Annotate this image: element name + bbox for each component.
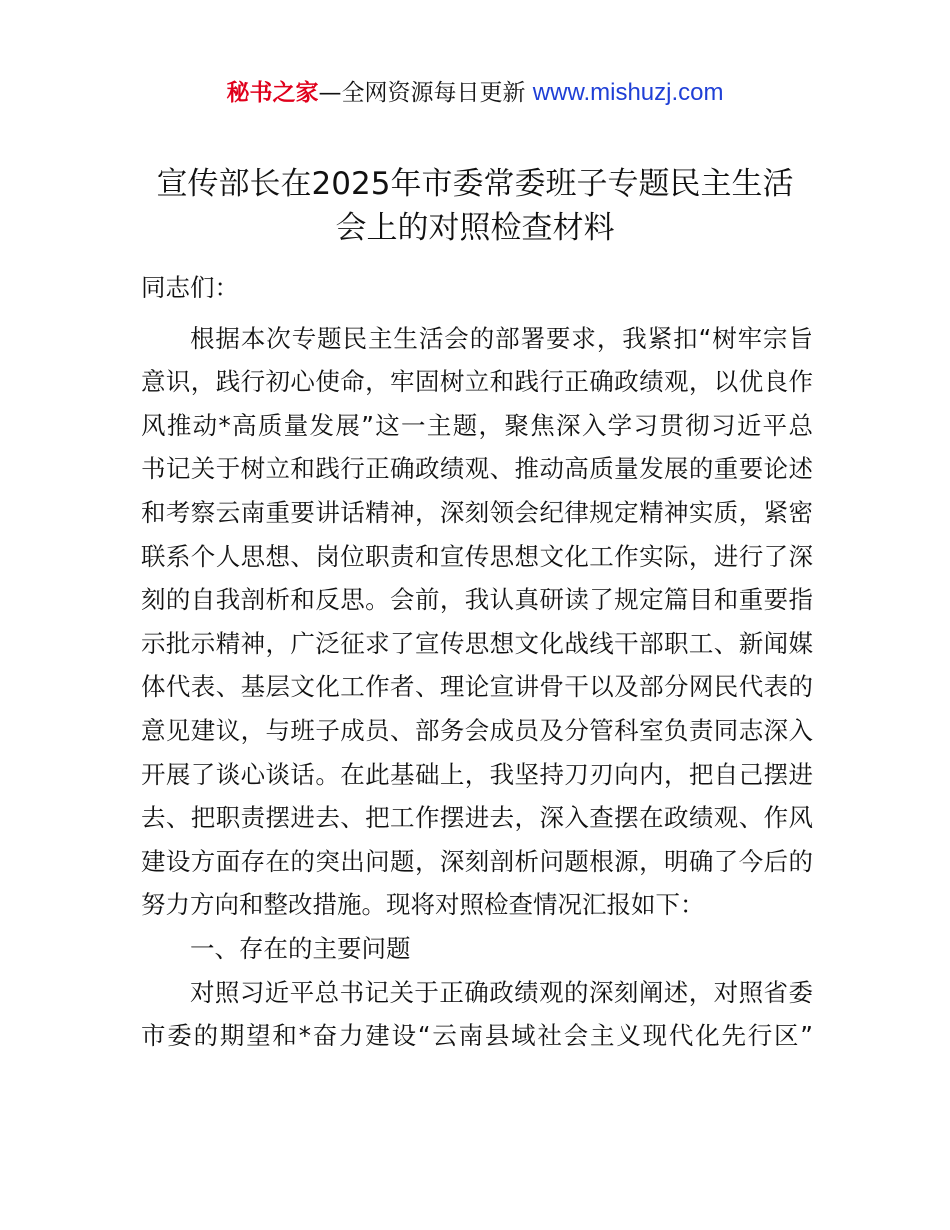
paragraph-line: 根据本次专题民主生活会的部署要求，我紧扣“树牢宗旨 (190, 323, 813, 353)
paragraph-line: 建设方面存在的突出问题，深刻剖析问题根源，明确了今后的 (141, 846, 813, 876)
brand-name: 秘书之家 (226, 80, 319, 106)
title-line-1: 宣传部长在2025年市委常委班子专题民主生活 (156, 166, 794, 202)
paragraph-line: 和考察云南重要讲话精神，深刻领会纪律规定精神实质，紧密 (141, 497, 813, 527)
title-line-2: 会上的对照检查材料 (335, 210, 615, 246)
header-tagline: —全网资源每日更新 (318, 80, 533, 106)
paragraph-line: 示批示精神，广泛征求了宣传思想文化战线干部职工、新闻媒 (141, 628, 813, 658)
salutation: 同志们： (141, 273, 239, 302)
paragraph-line: 努力方向和整改措施。现将对照检查情况汇报如下： (141, 890, 705, 920)
paragraph-line: 去、把职责摆进去、把工作摆进去，深入查摆在政绩观、作风 (141, 803, 813, 833)
section-heading: 一、存在的主要问题 (190, 933, 411, 963)
paragraph-line: 对照习近平总书记关于正确政绩观的深刻阐述，对照省委 (190, 977, 813, 1007)
paragraph-line: 意见建议，与班子成员、部务会成员及分管科室负责同志深入 (141, 715, 813, 745)
site-url-link[interactable]: www.mishuzj.com (532, 79, 724, 106)
site-header (0, 78, 950, 108)
document-title (120, 162, 830, 250)
paragraph-line: 市委的期望和*奋力建设“云南县域社会主义现代化先行区” (141, 1021, 813, 1051)
paragraph-line: 意识，践行初心使命，牢固树立和践行正确政绩观，以优良作 (141, 367, 813, 397)
paragraph-line: 风推动*高质量发展”这一主题，聚焦深入学习贯彻习近平总 (141, 410, 813, 440)
document-body (141, 266, 813, 1058)
paragraph-2 (141, 971, 813, 1058)
paragraph-1 (141, 317, 813, 927)
paragraph-line: 刻的自我剖析和反思。会前，我认真研读了规定篇目和重要指 (141, 585, 813, 615)
paragraph-line: 联系个人思想、岗位职责和宣传思想文化工作实际，进行了深 (141, 541, 813, 571)
paragraph-line: 书记关于树立和践行正确政绩观、推动高质量发展的重要论述 (141, 454, 813, 484)
paragraph-line: 开展了谈心谈话。在此基础上，我坚持刀刃向内，把自己摆进 (141, 759, 813, 789)
paragraph-line: 体代表、基层文化工作者、理论宣讲骨干以及部分网民代表的 (141, 672, 813, 702)
